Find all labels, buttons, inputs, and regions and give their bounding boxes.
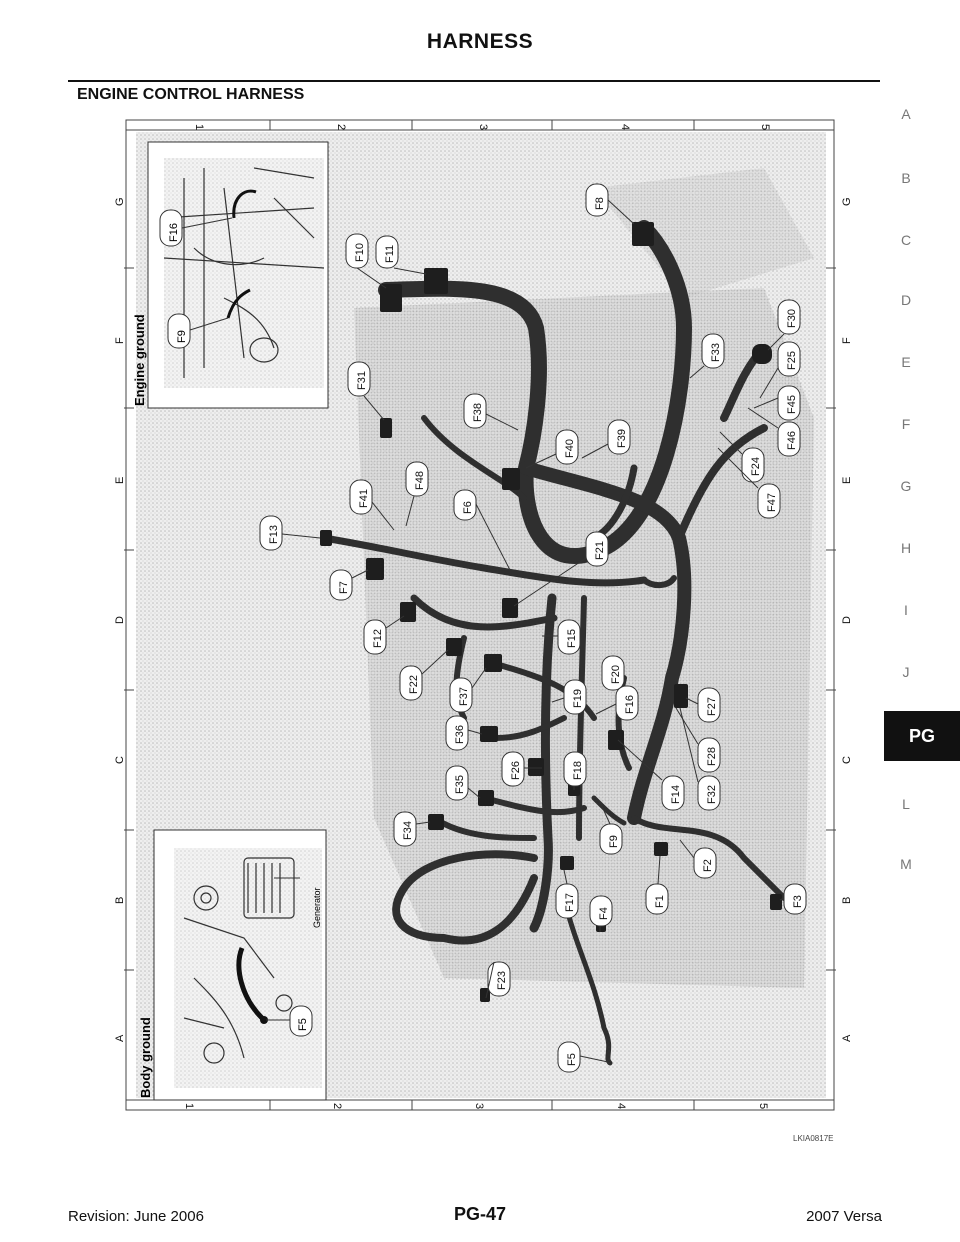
svg-text:F4: F4 (598, 907, 610, 920)
svg-text:F45: F45 (786, 395, 798, 414)
row-label-g-right: G (841, 197, 853, 206)
row-label-d-left: D (114, 616, 126, 624)
inset-body-ground (138, 830, 326, 1100)
svg-text:F5: F5 (566, 1053, 578, 1066)
svg-text:F41: F41 (358, 489, 370, 508)
svg-text:F27: F27 (706, 697, 718, 716)
svg-text:F14: F14 (670, 785, 682, 804)
col-label-5-bottom: 5 (757, 1103, 769, 1110)
col-label-1-bottom: 1 (183, 1103, 195, 1110)
footer-revision: Revision: June 2006 (68, 1208, 204, 1225)
inset-title-body-ground: Body ground (138, 1017, 153, 1098)
row-label-e-left: E (114, 476, 126, 484)
col-label-2-bottom: 2 (331, 1103, 343, 1110)
callout-f9-inset: F9 (176, 330, 188, 343)
svg-text:F30: F30 (786, 309, 798, 328)
figure-code: LKIA0817E (793, 1134, 834, 1143)
svg-text:F1: F1 (654, 895, 666, 908)
col-label-1-top: 1 (193, 124, 205, 131)
svg-text:F35: F35 (454, 775, 466, 794)
row-label-c-left: C (114, 756, 126, 764)
side-index-d[interactable]: D (900, 292, 912, 308)
row-label-c-right: C (841, 756, 853, 764)
row-label-f-right: F (841, 337, 853, 344)
svg-text:F36: F36 (454, 725, 466, 744)
svg-text:F33: F33 (710, 343, 722, 362)
row-label-a-right: A (841, 1034, 853, 1042)
callout-f20[interactable] (602, 656, 624, 690)
row-label-e-right: E (841, 476, 853, 484)
col-label-5-top: 5 (759, 124, 771, 131)
svg-text:F10: F10 (354, 243, 366, 262)
svg-text:F39: F39 (616, 429, 628, 448)
svg-text:F31: F31 (356, 371, 368, 390)
row-label-b-left: B (114, 896, 126, 904)
svg-text:F2: F2 (702, 859, 714, 872)
svg-text:F6: F6 (462, 501, 474, 514)
svg-text:F26: F26 (510, 761, 522, 780)
row-label-f-left: F (114, 337, 126, 344)
svg-text:F32: F32 (706, 785, 718, 804)
svg-text:F28: F28 (706, 747, 718, 766)
side-index-g[interactable]: G (900, 478, 912, 494)
row-label-g-left: G (114, 197, 126, 206)
svg-text:F23: F23 (496, 971, 508, 990)
svg-text:F34: F34 (402, 821, 414, 840)
side-index-h[interactable]: H (900, 540, 912, 556)
side-index-l[interactable]: L (902, 796, 910, 812)
callout-f5-inset: F5 (297, 1018, 309, 1031)
side-index-a[interactable]: A (901, 106, 911, 122)
svg-text:F38: F38 (472, 403, 484, 422)
svg-text:F11: F11 (384, 244, 396, 263)
inset-title-engine-ground: Engine ground (132, 314, 147, 406)
svg-text:F8: F8 (594, 197, 606, 210)
svg-text:F17: F17 (564, 893, 576, 912)
row-label-d-right: D (841, 616, 853, 624)
svg-text:F40: F40 (564, 439, 576, 458)
svg-text:F21: F21 (594, 541, 606, 560)
svg-text:F47: F47 (766, 493, 778, 512)
section-title: ENGINE CONTROL HARNESS (77, 86, 305, 103)
side-index-j[interactable]: J (902, 664, 910, 680)
svg-text:F19: F19 (572, 689, 584, 708)
harness-diagram (114, 118, 853, 1112)
svg-text:F22: F22 (408, 675, 420, 694)
page-title: HARNESS (426, 30, 534, 53)
col-label-3-top: 3 (477, 124, 489, 131)
side-index-m[interactable]: M (900, 856, 912, 872)
header-rule (68, 80, 880, 82)
side-index-b[interactable]: B (901, 170, 911, 186)
svg-text:F25: F25 (786, 351, 798, 370)
svg-text:F3: F3 (792, 895, 804, 908)
footer-page-number: PG-47 (453, 1204, 507, 1224)
col-label-4-top: 4 (619, 124, 631, 131)
svg-text:F24: F24 (750, 457, 762, 476)
svg-text:F13: F13 (268, 525, 280, 544)
inset-engine-ground (132, 142, 328, 408)
harness-figure (114, 118, 853, 1112)
row-label-b-right: B (841, 896, 853, 904)
footer-model: 2007 Versa (806, 1208, 882, 1225)
svg-text:F37: F37 (458, 687, 470, 706)
svg-text:F9: F9 (608, 835, 620, 848)
side-index-f[interactable]: F (901, 416, 911, 432)
generator-label: Generator (312, 887, 322, 928)
col-label-4-bottom: 4 (615, 1103, 627, 1110)
svg-text:F18: F18 (572, 761, 584, 780)
svg-text:F15: F15 (566, 629, 578, 648)
side-index-e[interactable]: E (901, 354, 911, 370)
callout-f16-inset: F16 (168, 223, 180, 242)
svg-text:F46: F46 (786, 431, 798, 450)
col-label-2-top: 2 (335, 124, 347, 131)
row-label-a-left: A (114, 1034, 126, 1042)
col-label-3-bottom: 3 (473, 1103, 485, 1110)
svg-text:F20: F20 (610, 665, 622, 684)
svg-text:F7: F7 (338, 581, 350, 594)
svg-text:F48: F48 (414, 471, 426, 490)
svg-text:F12: F12 (372, 629, 384, 648)
section-tab-pg[interactable]: PG (884, 711, 960, 761)
side-index-c[interactable]: C (900, 232, 912, 248)
svg-text:F16: F16 (624, 695, 636, 714)
side-index-i[interactable]: I (904, 602, 908, 618)
